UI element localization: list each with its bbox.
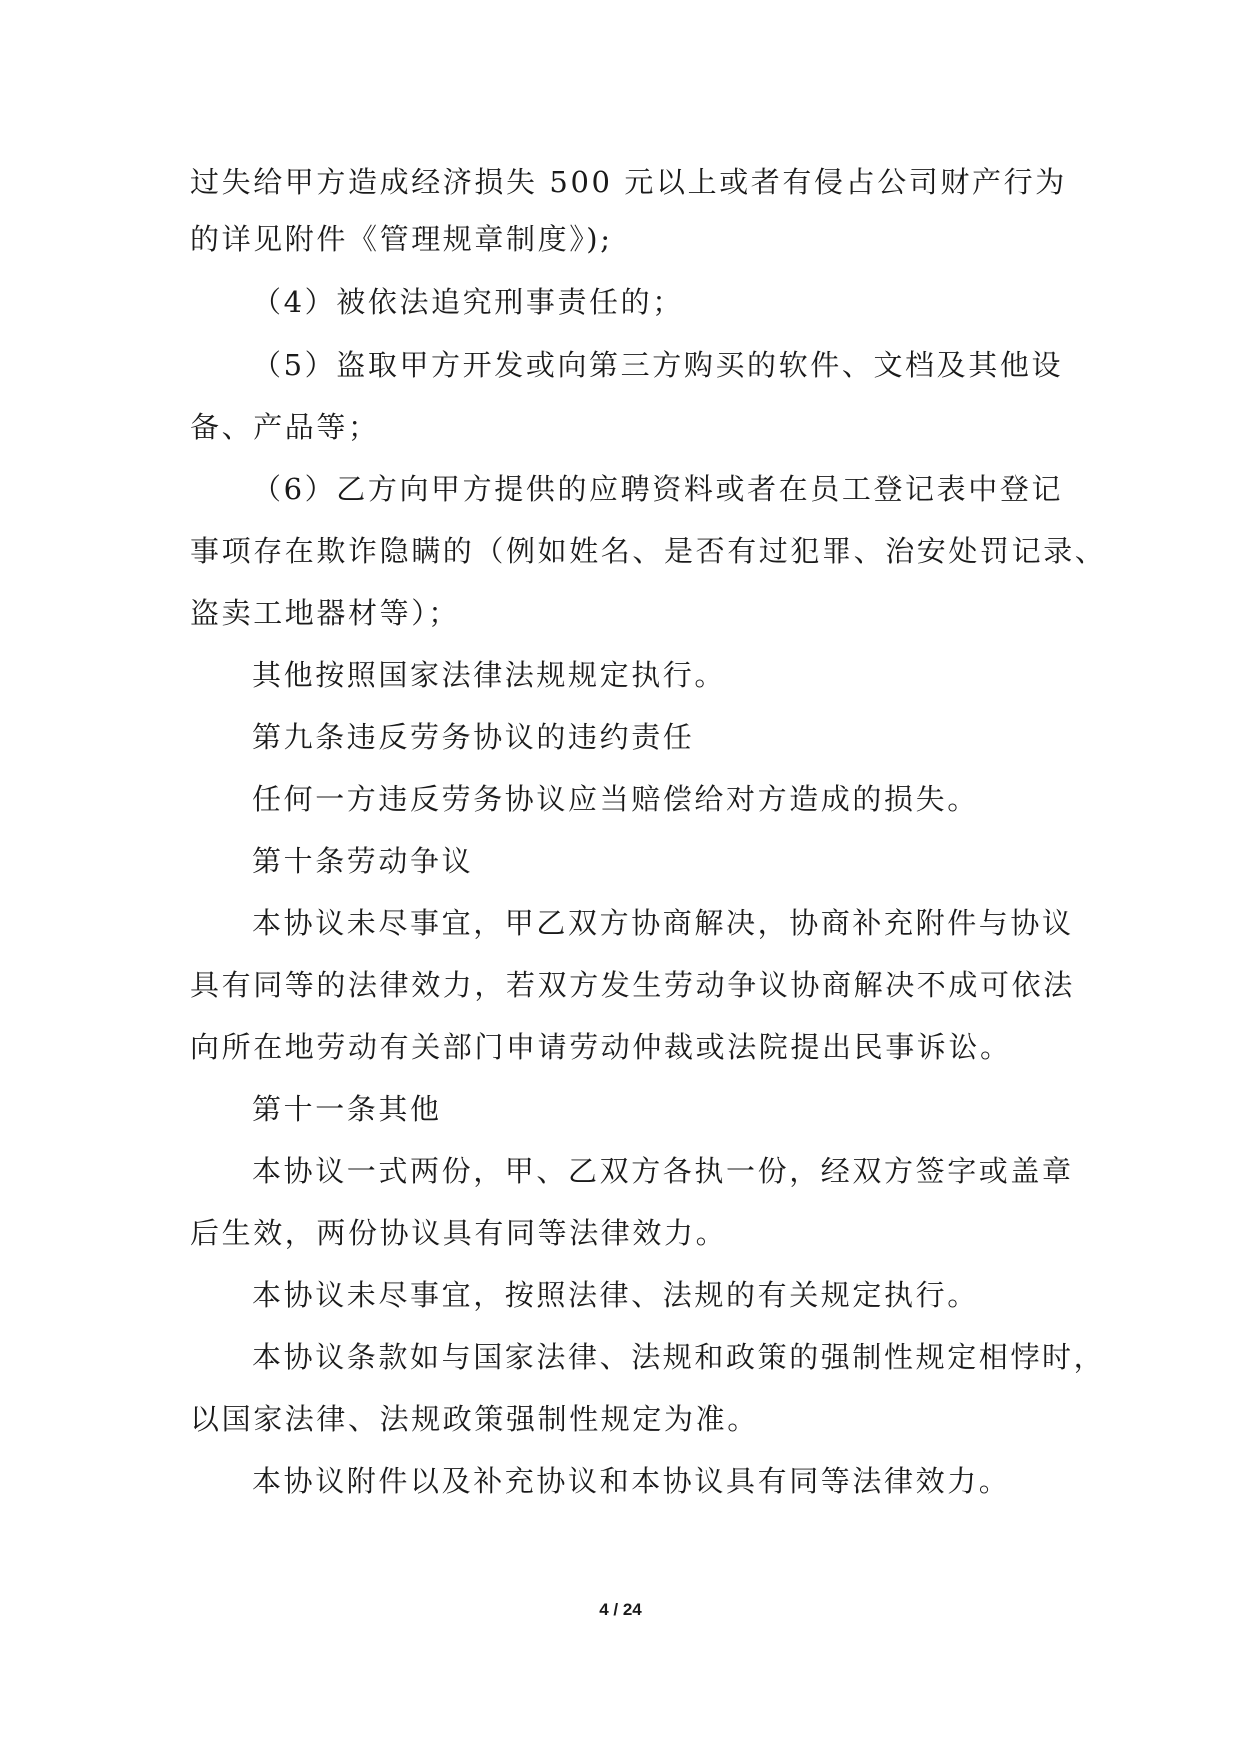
text-line-22: 本协议附件以及补充协议和本协议具有同等法律效力。 [252, 1464, 1011, 1498]
text-line-9: 其他按照国家法律法规规定执行。 [252, 658, 727, 692]
text-line-13: 本协议未尽事宜，甲乙双方协商解决，协商补充附件与协议 [252, 906, 1074, 940]
text-line-21: 以国家法律、法规政策强制性规定为准。 [190, 1402, 759, 1436]
text-line-12: 第十条劳动争议 [252, 844, 474, 878]
text-line-19: 本协议未尽事宜，按照法律、法规的有关规定执行。 [252, 1278, 979, 1312]
text-line-3: （4）被依法追究刑事责任的； [252, 285, 684, 319]
text-line-15: 向所在地劳动有关部门申请劳动仲裁或法院提出民事诉讼。 [190, 1030, 1012, 1064]
page-number: 4 / 24 [599, 1600, 642, 1619]
text-line-5: 备、产品等； [190, 410, 380, 444]
text-line-4: （5）盗取甲方开发或向第三方购买的软件、文档及其他设 [252, 348, 1064, 382]
text-line-6: （6）乙方向甲方提供的应聘资料或者在员工登记表中登记 [252, 472, 1064, 506]
text-line-14: 具有同等的法律效力，若双方发生劳动争议协商解决不成可依法 [190, 968, 1075, 1002]
text-line-8: 盗卖工地器材等）； [190, 596, 460, 630]
text-line-7: 事项存在欺诈隐瞒的（例如姓名、是否有过犯罪、治安处罚记录、 [190, 534, 1107, 568]
text-line-17: 本协议一式两份，甲、乙双方各执一份，经双方签字或盖章 [252, 1154, 1074, 1188]
text-line-10: 第九条违反劳务协议的违约责任 [252, 720, 695, 754]
text-line-2: 的详见附件《管理规章制度》); [190, 222, 613, 256]
text-line-1: 过失给甲方造成经济损失 500 元以上或者有侵占公司财产行为 [190, 165, 1067, 199]
text-line-11: 任何一方违反劳务协议应当赔偿给对方造成的损失。 [252, 782, 979, 816]
text-line-20: 本协议条款如与国家法律、法规和政策的强制性规定相悖时， [252, 1340, 1106, 1374]
text-line-18: 后生效，两份协议具有同等法律效力。 [190, 1216, 728, 1250]
text-line-16: 第十一条其他 [252, 1092, 442, 1126]
